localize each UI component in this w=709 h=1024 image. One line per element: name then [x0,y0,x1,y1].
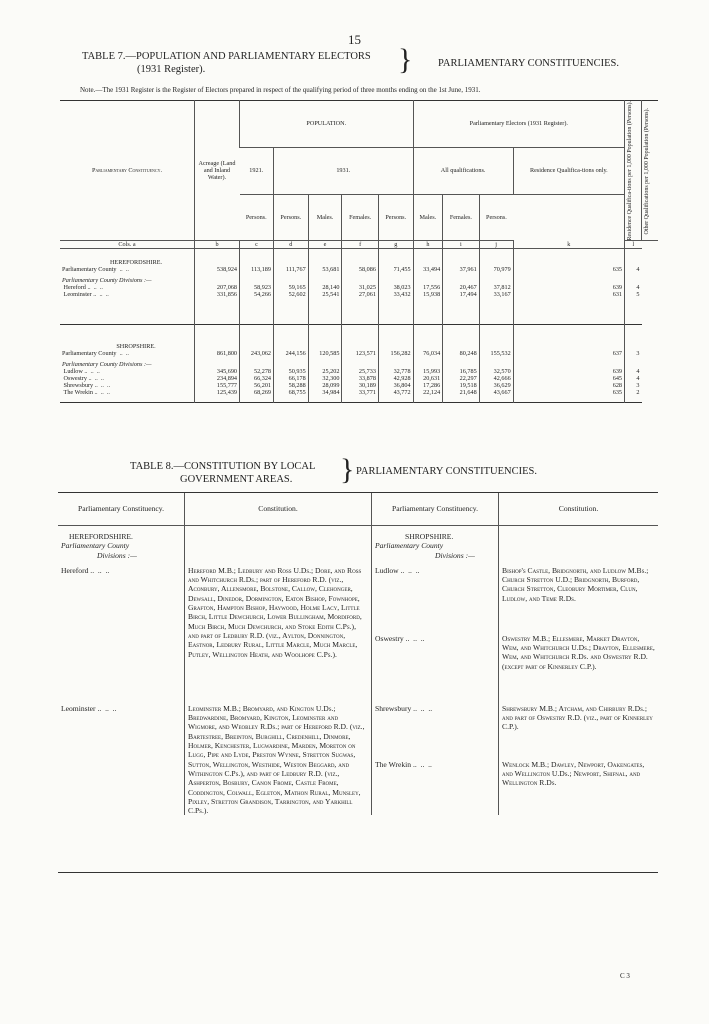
table-row [60,291,658,298]
division-value: 27,061 [342,291,379,298]
division-value: 20,631 [413,375,443,382]
division-value: 4 [625,284,642,291]
county-value: 53,681 [308,266,342,273]
county-value: 111,767 [274,266,309,273]
division-row-label: Hereford .. .. .. [63,284,103,292]
left-entry-name: Hereford .. .. .. [61,565,110,575]
division-value: 28,140 [308,284,342,291]
brace-icon: } [340,453,355,486]
col-population: POPULATION. [240,101,414,148]
county-value: 58,086 [342,266,379,273]
brace-icon: } [398,43,413,76]
division-value: 16,785 [443,368,480,375]
county-value: 156,282 [378,350,413,357]
table8-title [130,460,315,486]
division-value: 32,570 [479,368,513,375]
table8-bottom-rule [58,872,658,873]
division-value: 66,178 [274,375,309,382]
county-value: 80,248 [443,350,480,357]
division-value: 22,297 [443,375,480,382]
section-heading: SHROPSHIRE. [116,343,156,351]
col-residence: Residence Qualifica-tions only. [513,147,624,194]
county-row-label: Parliamentary County .. .. [62,350,129,358]
division-row-label: Shrewsbury .. .. .. [63,382,111,390]
col-persons-residence: Persons. [479,194,513,241]
division-value: 635 [513,389,624,396]
division-value: 639 [513,284,624,291]
col-males-1931: Males. [308,194,342,241]
division-value: 631 [513,291,624,298]
division-value: 17,556 [413,284,443,291]
division-value: 52,602 [274,291,309,298]
division-value: 4 [625,368,642,375]
col-1931: 1931. [274,147,414,194]
county-value: 635 [513,266,624,273]
left-entry-text: Hereford M.B.; Ledbury and Ross U.Ds.; Dore, and Ross and Whitchurch R.Ds.; part of Hereford R.D. (viz., Aconbury, Allensmore, Bolstone, Callow, Clehonger, Dewsall, Dinedor, Dormington, Eaton Bishop, Fownhope, Grafton, Hampton Bishop, Haywood, Holme Lacy, Little Birch, Little Dewchurch, Lower Bullingham, Mordiford, Much Birch, Much Dewchurch, and Stoke Edith C.Ps.), and part of Ledbury R.D. (viz., Aylton, Donnington, Eastnor, Ledbury Rural, Little Marcle, Much Marcle, Putley, Wellington Heath, and Woolhope C.Ps.). [185,560,372,702]
corner-mark: C 3 [620,972,630,980]
county-value: 637 [513,350,624,357]
division-value: 33,432 [378,291,413,298]
col-females-1931: Females. [342,194,379,241]
division-value: 234,894 [195,375,240,382]
col-persons-1921: Persons. [240,194,274,241]
division-value: 58,288 [274,382,309,389]
division-value: 33,771 [342,389,379,396]
division-value: 207,068 [195,284,240,291]
col-all-quals: All qualifications. [413,147,513,194]
division-value: 17,494 [443,291,480,298]
col-females-electors: Females. [443,194,480,241]
division-value: 645 [513,375,624,382]
divisions-label: Parliamentary County Divisions :— [62,277,152,285]
county-value: 4 [625,266,642,273]
county-row-label: Parliamentary County .. .. [62,266,129,274]
county-value: 76,034 [413,350,443,357]
right-entry-name: Ludlow .. .. .. Oswestry .. .. .. [372,560,499,702]
division-value: 36,629 [479,382,513,389]
table7-title-line2: (1931 Register). [137,64,206,75]
division-value: 38,023 [378,284,413,291]
county-value: 244,156 [274,350,309,357]
table8-title-line1: TABLE 8.—CONSTITUTION BY LOCAL [130,461,316,472]
left-county-heading: HEREFORDSHIRE. Parliamentary County Divisions :— [61,532,137,560]
division-value: 33,167 [479,291,513,298]
right-entry-name: Shrewsbury .. .. .. The Wrekin .. .. .. [372,702,499,816]
col-constituency-left: Parliamentary Constituency. [58,493,185,526]
division-value: 32,300 [308,375,342,382]
division-value: 30,189 [342,382,379,389]
division-value: 25,733 [342,368,379,375]
division-value: 33,878 [342,375,379,382]
division-value: 3 [625,382,642,389]
col-persons-electors: Persons. [378,194,413,241]
division-value: 2 [625,389,642,396]
county-value: 120,585 [308,350,342,357]
table-row [60,389,658,396]
division-value: 22,124 [413,389,443,396]
table7-note: Note.—The 1931 Register is the Register of Electors prepared in respect of the qualifying period of three months ending on the 1st June, 1931. [80,86,481,94]
division-row-label: Leominster .. .. .. [63,291,109,299]
col-electors: Parliamentary Electors (1931 Register). [413,101,624,148]
division-value: 50,935 [274,368,309,375]
right-entry-text: Bishop's Castle, Bridgnorth, and Ludlow M.Bs.; Church Stretton U.D.; Bridgnorth, Burford, Church Stretton, Cleobury Mortimer, Clun, Ludlow, and Teme R.Ds. Oswestry M.B.; Ellesmere, Market Drayton, Wem, and Whitchurch U.Ds.; Drayton, Ellesmere, Wem, and Whitchurch R.Ds. and Oswestry R.D. (except part of Kinnerley C.P.). [499,560,659,702]
division-value: 5 [625,291,642,298]
left-entry-text: Leominster M.B.; Bromyard, and Kington U.Ds.; Bredwardine, Bromyard, Kington, Leominster and Wigmore, and Weobley R.Ds.; part of Hereford R.D. (viz., Bartestree, Breinton, Burghill, Credenhill, Dinmore, Holmer, Kenchester, Lugwardine, Marden, Moreton on Lugg, Pipe and Lyde, Preston Wynne, Stretton Sugwas, Sutton, Wellington, Westhide, Weston Beggard, and Withington C.Ps.), and part of Ledbury R.D. (viz., Ashperton, Bosbury, Canon Frome, Castle Frome, Coddington, Colwall, Egleton, Mathon Rural, Munsley, Pixley, Stretton Grandison, Tarrington, and Yarkhill C.Ps.). [185,702,372,816]
col-constitution-left: Constitution. [185,493,372,526]
division-value: 4 [625,375,642,382]
table8-title-line2: GOVERNMENT AREAS. [180,474,293,485]
table7-title-line1: TABLE 7.—POPULATION AND PARLIAMENTARY ELECTORS [82,51,371,62]
division-value: 58,923 [240,284,274,291]
col-letters-row: Cols. a b c d e f g h i j k l [60,241,658,249]
division-row-label: Ludlow .. .. .. [63,368,100,376]
division-value: 43,667 [479,389,513,396]
county-value: 155,532 [479,350,513,357]
division-value: 21,648 [443,389,480,396]
col-constituency-right: Parliamentary Constituency. [372,493,499,526]
county-value: 243,062 [240,350,274,357]
col-persons-1931: Persons. [274,194,309,241]
division-value: 56,201 [240,382,274,389]
table-row [60,375,658,382]
division-row-label: Oswestry .. .. .. [63,375,104,383]
division-value: 28,099 [308,382,342,389]
division-value: 15,993 [413,368,443,375]
col-other-per-1000: Other Qualifications per 1,000 Population (Persons). [642,101,659,241]
table-row [60,368,658,375]
division-value: 125,439 [195,389,240,396]
table7-right-title: PARLIAMENTARY CONSTITUENCIES. [438,58,619,69]
division-value: 32,778 [378,368,413,375]
division-row-label: The Wrekin .. .. .. [63,389,110,397]
table8 [58,492,658,815]
division-value: 20,467 [443,284,480,291]
county-value: 70,979 [479,266,513,273]
division-value: 639 [513,368,624,375]
division-value: 17,286 [413,382,443,389]
county-value: 113,189 [240,266,274,273]
division-value: 34,984 [308,389,342,396]
division-value: 628 [513,382,624,389]
right-entry-text: Shrewsbury M.B.; Atcham, and Chirbury R.Ds.; and part of Oswestry R.D. (viz., part of Kinnerley C.P.). Wenlock M.B.; Dawley, Newport, Oakengates, and Wellington U.Ds.; Newport, Shifnal, and Wellington R.Ds. [499,702,659,816]
division-value: 25,541 [308,291,342,298]
division-value: 155,777 [195,382,240,389]
col-males-electors: Males. [413,194,443,241]
county-value: 538,924 [195,266,240,273]
county-value: 37,961 [443,266,480,273]
col-acreage: Acreage (Land and Inland Water). [195,101,240,241]
table8-right-title: PARLIAMENTARY CONSTITUENCIES. [356,466,537,477]
division-value: 68,755 [274,389,309,396]
division-value: 52,278 [240,368,274,375]
division-value: 43,772 [378,389,413,396]
county-value: 123,571 [342,350,379,357]
division-value: 68,269 [240,389,274,396]
division-value: 15,938 [413,291,443,298]
col-constituency: Parliamentary Constituency. [60,101,195,241]
table-row [60,284,658,291]
county-value: 3 [625,350,642,357]
division-value: 66,324 [240,375,274,382]
col-res-per-1000: Residence Qualifica-tions per 1,000 Population (Persons). [625,101,642,241]
division-value: 31,025 [342,284,379,291]
division-value: 19,518 [443,382,480,389]
county-value: 71,455 [378,266,413,273]
division-value: 42,666 [479,375,513,382]
section-heading: HEREFORDSHIRE. [109,259,163,267]
division-value: 42,928 [378,375,413,382]
county-value: 33,494 [413,266,443,273]
table7 [60,100,658,403]
division-value: 331,856 [195,291,240,298]
division-value: 59,165 [274,284,309,291]
table-row [60,382,658,389]
division-value: 37,812 [479,284,513,291]
division-value: 36,804 [378,382,413,389]
table7-title [82,50,371,76]
col-1921: 1921. [240,147,274,194]
division-value: 345,690 [195,368,240,375]
left-entry-name: Leominster .. .. .. [61,703,117,713]
division-value: 25,202 [308,368,342,375]
right-county-heading: SHROPSHIRE. Parliamentary County Divisions :— [372,526,499,560]
division-value: 54,266 [240,291,274,298]
divisions-label: Parliamentary County Divisions :— [62,361,152,369]
col-constitution-right: Constitution. [499,493,659,526]
page-number: 15 [348,32,361,47]
county-value: 861,800 [195,350,240,357]
